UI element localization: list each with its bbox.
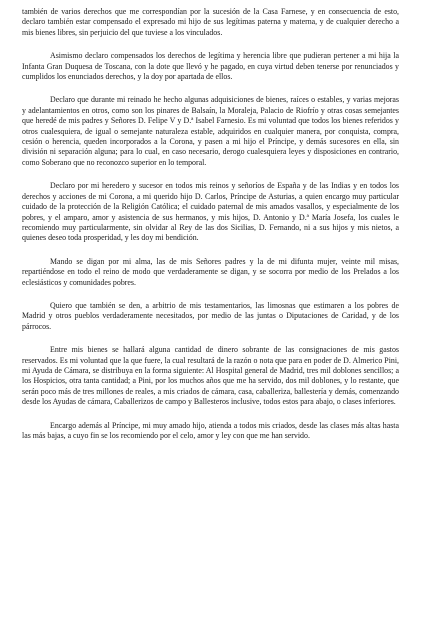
- paragraph-heir-declaration: Declaro por mi heredero y sucesor en todos mis reinos y señoríos de España y de las Indias y en todos los derechos y acciones de mi Corona, a mi querido hijo D. Carlos, Príncipe de Asturias, a quien encargo muy particular cuidado de la protección de la Religión Católica; el cuidado paternal de mis amados vasallos, y especialmente de los pobres, y el amparo, amor y asistencia de sus hermanos, y mis hijos, D. Antonio y D.ª María Josefa, los cuales le recomiendo muy particularmente, sin olvidar al Rey de las dos Sicilias, D. Fernando, ni a sus hijos y mis nietos, a quienes deseo toda prosperidad, y les doy mi bendición.: [22, 181, 399, 243]
- paragraph-inheritance-farnese: también de varios derechos que me correspondían por la sucesión de la Casa Farnese, y en consecuencia de esto, declaro también estar compensado el expresado mi hijo de sus legítimas paterna y materna, y de cualquier derecho a mis bienes libres, sin perjuicio del que tuviese a los vinculados.: [22, 7, 399, 37]
- paragraph-masses: Mando se digan por mi alma, las de mis Señores padres y la de mi difunta mujer, veinte mil misas, repartiéndose en todo el reino de modo que verdaderamente se digan, y se socorra por medio de los Prelados a los eclesiásticos y comunidades pobres.: [22, 256, 399, 287]
- paragraph-infanta-dowry: Asimismo declaro compensados los derechos de legítima y herencia libre que pudieran pertener a mi hija la Infanta Gran Duquesa de Toscana, con la dote que llevó y he pagado, en cuya virtud deben tenerse por renunciados y cumplidos los enunciados derechos, y la doy por apartada de ellos.: [22, 51, 399, 82]
- paragraph-alms: Quiero que también se den, a arbitrio de mis testamentarios, las limosnas que estimaren a los pobres de Madrid y otros pueblos verdaderamente necesitados, por medio de las juntas o Diputaciones de Caridad, y de los párrocos.: [22, 300, 399, 331]
- paragraph-crown-properties: Declaro que durante mi reinado he hecho algunas adquisiciones de bienes, raíces o estables, y varias mejoras y adelantamientos en otros, como son los pinares de Balsaín, la Moraleja, Palacio de Riofrío y otras cosas semejantes que heredé de mis padres y Señores D. Felipe V y D.ª Isabel Farnesio. Es mi voluntad que todos los bienes referidos y otros cualesquiera, de igual o semejante naturaleza estable, adquiridos en cualquier manera, por conquista, compra, cesión o herencia, queden incorporados a la Corona, y pasen a mi hijo el Príncipe, y demás sucesores en ella, sin división ni separación alguna; para lo cual, en caso necesario, derogo cualesquiera leyes y disposiciones en contrario, como Soberano que no reconozco superior en lo temporal.: [22, 95, 399, 167]
- paragraph-money-distribution: Entre mis bienes se hallará alguna cantidad de dinero sobrante de las consignaciones de mis gastos reservados. Es mi voluntad que la que fuere, la cual resultará de la razón o nota que para en poder de D. Almerico Pini, mi Ayuda de Cámara, se distribuya en la forma siguiente: Al Hospital general de Madrid, tres mil doblones sencillos; a los Hospicios, otra tanta cantidad; a Pini, por los muchos años que me ha servido, dos mil doblones, y lo restante, que serán poco más de tres millones de reales, a mis criados de cámara, casa, caballeriza, ballestería y demás, comenzando desde los Ayudas de cámara, Caballerizos de campo y Ballesteros inclusive, todos estos para abajo, o clases inferiores.: [22, 345, 399, 407]
- paragraph-servants: Encargo además al Príncipe, mi muy amado hijo, atienda a todos mis criados, desde las clases más altas hasta las más bajas, a cuyo fin se los recomiendo por el celo, amor y ley con que me han servido.: [22, 420, 399, 440]
